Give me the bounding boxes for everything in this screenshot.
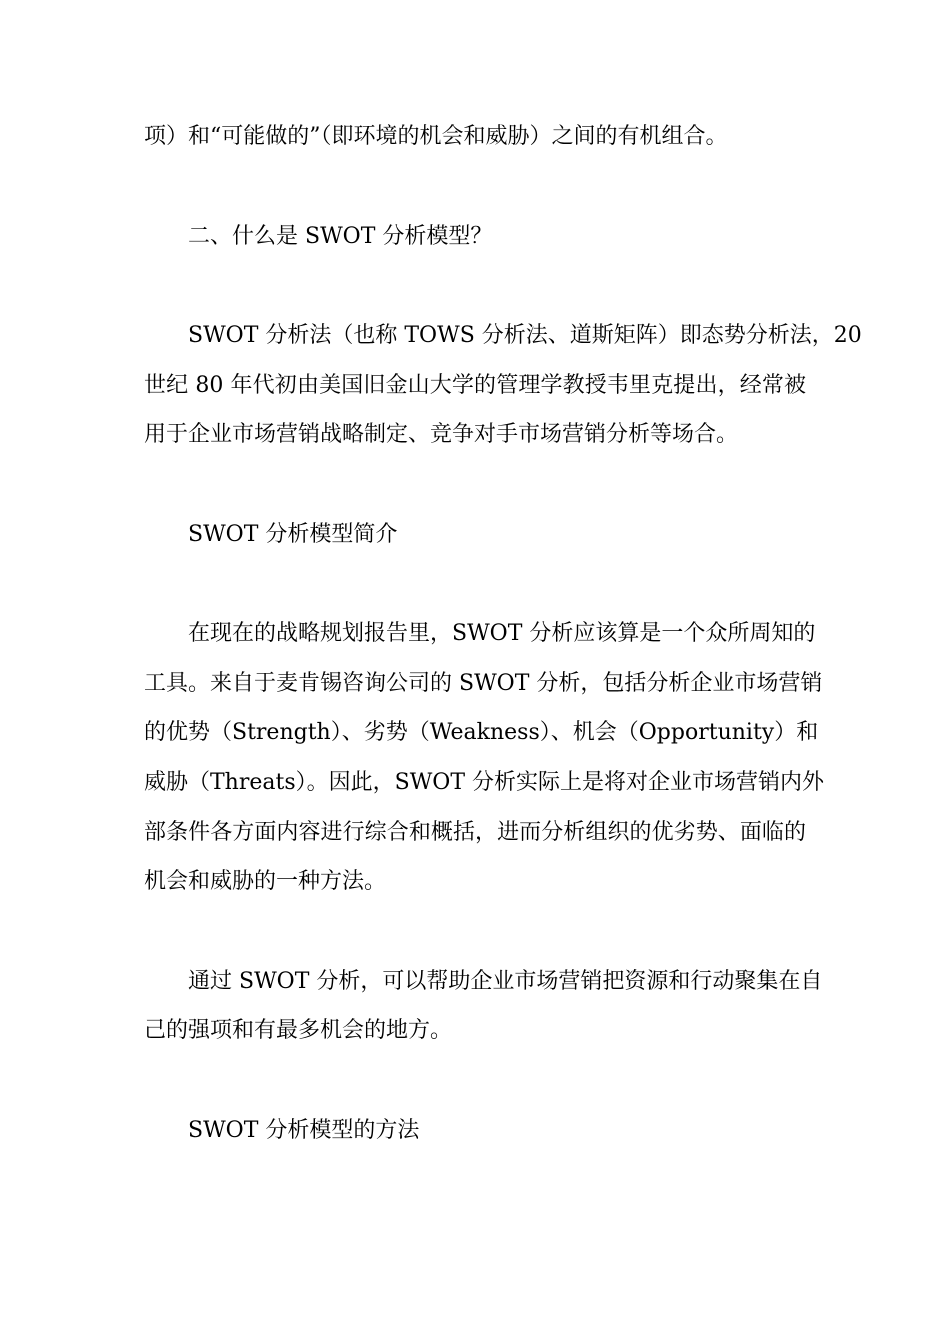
paragraph-line: 世纪 80 年代初由美国旧金山大学的管理学教授韦里克提出，经常被 <box>144 373 806 398</box>
paragraph-line: 工具。来自于麦肯锡咨询公司的 SWOT 分析，包括分析企业市场营销 <box>144 671 823 696</box>
paragraph-line: 用于企业市场营销战略制定、竞争对手市场营销分析等场合。 <box>144 422 739 447</box>
paragraph-line: 在现在的战略规划报告里，SWOT 分析应该算是一个众所周知的 <box>188 621 816 646</box>
paragraph-line: 威胁（Threats）。因此，SWOT 分析实际上是将对企业市场营销内外 <box>144 770 825 795</box>
paragraph-line: 部条件各方面内容进行综合和概括，进而分析组织的优劣势、面临的 <box>144 820 806 845</box>
paragraph-line: 项）和“可能做的”（即环境的机会和威胁）之间的有机组合。 <box>144 124 728 149</box>
paragraph-line: 己的强项和有最多机会的地方。 <box>144 1018 453 1043</box>
paragraph-line: 通过 SWOT 分析，可以帮助企业市场营销把资源和行动聚集在自 <box>188 969 823 994</box>
paragraph-line: 机会和威胁的一种方法。 <box>144 869 387 894</box>
paragraph-line: 的优势（Strength）、劣势（Weakness）、机会（Opportunity）和 <box>144 720 819 745</box>
section-heading: 二、什么是 SWOT 分析模型？ <box>188 224 493 249</box>
paragraph-line: SWOT 分析法（也称 TOWS 分析法、道斯矩阵）即态势分析法，20 <box>188 323 862 348</box>
subheading: SWOT 分析模型简介 <box>188 522 398 547</box>
subheading: SWOT 分析模型的方法 <box>188 1118 420 1143</box>
